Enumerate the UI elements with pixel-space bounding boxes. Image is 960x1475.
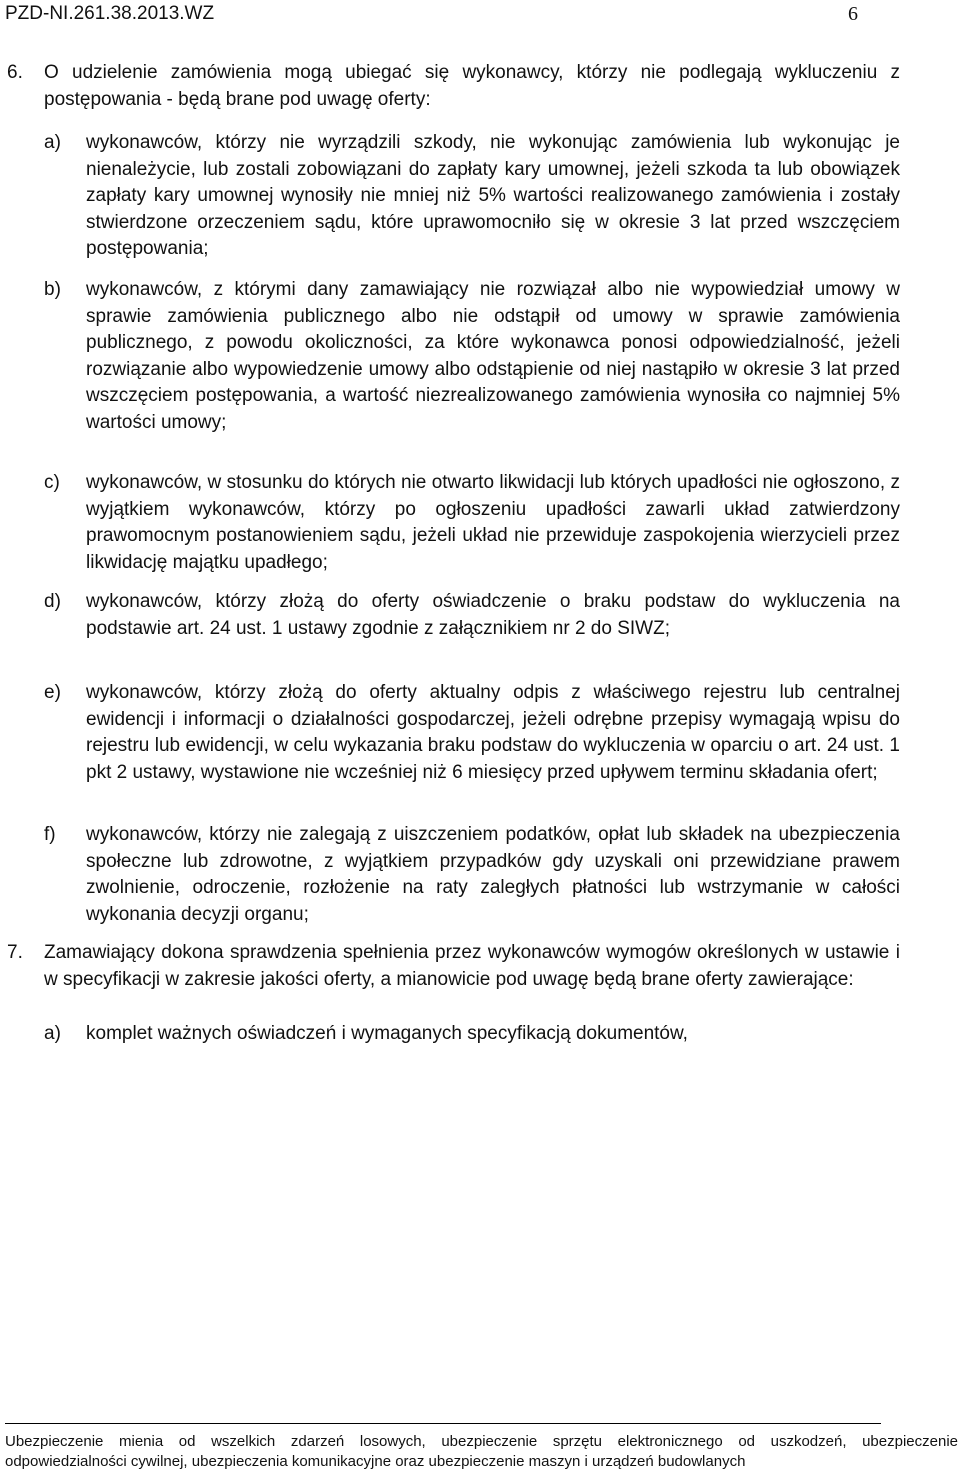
page-number: 6 [848, 3, 858, 25]
item-f-marker: f) [44, 824, 56, 845]
item-b-text: wykonawców, z którymi dany zamawiający nie rozwiązał albo nie wypowiedział umowy w sprawie zamówienia publicznego albo nie odstąpił od umowy w sprawie zamówienia publicznego, z powodu okoliczności, za które wykonawca ponosi odpowiedzialność, jeżeli rozwiązanie albo wypowiedzenie umowy albo odstąpienie od niej nastąpiło w okresie 3 lat przed wszczęciem postępowania, a wartość niezrealizowanego zamówienia wynosiła co najmniej 5% wartości umowy; [86, 279, 900, 433]
item-a-marker: a) [44, 132, 61, 153]
section-7-item-a-text: komplet ważnych oświadczeń i wymaganych specyfikacją dokumentów, [86, 1023, 688, 1044]
item-e-marker: e) [44, 682, 61, 703]
document-id: PZD-NI.261.38.2013.WZ [5, 3, 215, 24]
item-a-text: wykonawców, którzy nie wyrządzili szkody, nie wykonując zamówienia lub wykonując je nienależycie, lub zostali zobowiązani do zapłaty kary umownej, jeżeli szkoda ta lub obowiązek zapłaty kary umownej wynosiły nie mniej niż 5% wartości realizowanego zamówienia i zostały stwierdzone orzeczeniem sądu, które uprawomocniło się w okresie 3 lat przed wszczęciem postępowania; [86, 132, 900, 260]
item-d-marker: d) [44, 591, 61, 612]
item-c-marker: c) [44, 472, 60, 493]
item-c-text: wykonawców, w stosunku do których nie otwarto likwidacji lub których upadłości nie ogłoszono, z wyjątkiem wykonawców, którzy po ogłoszeniu upadłości zawarli układ zatwierdzony prawomocnym postanowieniem sądu, jeżeli układ nie przewiduje zaspokojenia wierzycieli przez likwidację majątku upadłego; [86, 472, 900, 573]
page-footer: Ubezpieczenie mienia od wszelkich zdarzeń losowych, ubezpieczenie sprzętu elektronicznego od uszkodzeń, ubezpieczenie odpowiedzialności cywilnej, ubezpieczenia komunikacyjne oraz ubezpieczenie maszyn i urządzeń budowlanych [5, 1433, 958, 1470]
section-7-text: Zamawiający dokona sprawdzenia spełnienia przez wykonawców wymogów określonych w ustawie i w specyfikacji w zakresie jakości oferty, a mianowicie pod uwagę będą brane oferty zawierające: [44, 942, 900, 990]
section-6-marker: 6. [7, 62, 23, 83]
item-e-text: wykonawców, którzy złożą do oferty aktualny odpis z właściwego rejestru lub centralnej ewidencji i informacji o działalności gospodarczej, jeżeli odrębne przepisy wymagają wpisu do rejestru lub ewidencji, w celu wykazania braku podstaw do wykluczenia w oparciu o art. 24 ust. 1 pkt 2 ustawy, wystawione nie wcześniej niż 6 miesięcy przed upływem terminu składania ofert; [86, 682, 900, 783]
section-7-marker: 7. [7, 942, 23, 963]
footer-divider [5, 1423, 881, 1424]
page-header [0, 0, 960, 32]
item-d-text: wykonawców, którzy złożą do oferty oświadczenie o braku podstaw do wykluczenia na podstawie art. 24 ust. 1 ustawy zgodnie z załącznikiem nr 2 do SIWZ; [86, 591, 900, 639]
item-f-text: wykonawców, którzy nie zalegają z uiszczeniem podatków, opłat lub składek na ubezpieczenia społeczne lub zdrowotne, z wyjątkiem przypadków gdy uzyskali oni przewidziane prawem zwolnienie, odroczenie, rozłożenie na raty zaległych płatności lub wstrzymanie w całości wykonania decyzji organu; [86, 824, 900, 925]
item-b-marker: b) [44, 279, 61, 300]
section-7-item-a-marker: a) [44, 1023, 61, 1044]
section-6-text: O udzielenie zamówienia mogą ubiegać się wykonawcy, którzy nie podlegają wykluczeniu z postępowania - będą brane pod uwagę oferty: [44, 62, 900, 110]
